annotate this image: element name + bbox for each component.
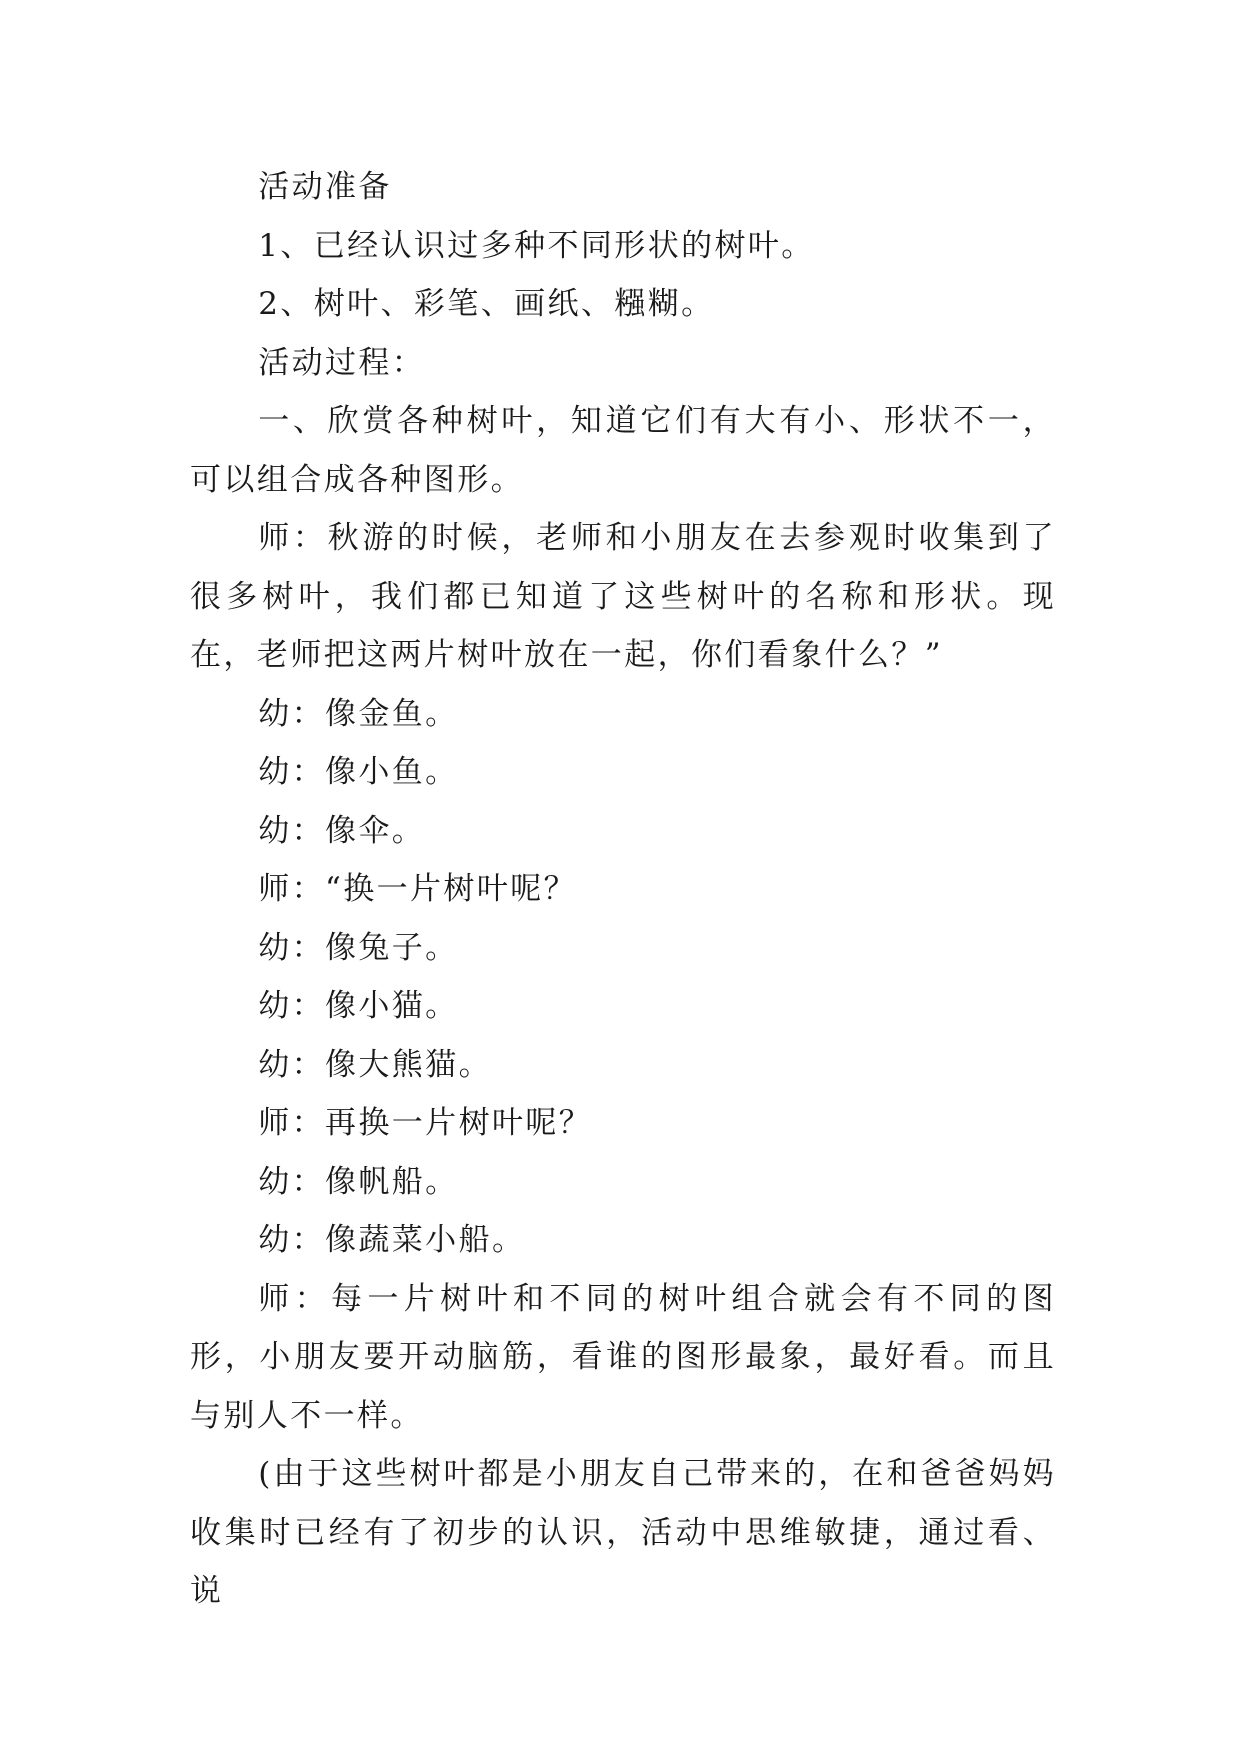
body-paragraph: (由于这些树叶都是小朋友自己带来的，在和爸爸妈妈收集时已经有了初步的认识，活动中思维敏捷，通过看、说: [190, 1456, 1056, 1609]
section-heading-process: 活动过程：: [258, 344, 426, 381]
dialogue-line: 幼：像帆船。: [258, 1163, 459, 1200]
dialogue-line: 幼：像伞。: [258, 812, 426, 849]
document-body: [190, 158, 1056, 1621]
dialogue-line: 幼：像兔子。: [258, 929, 459, 966]
list-item: 1、已经认识过多种不同形状的树叶。: [258, 227, 815, 264]
dialogue-line: 幼：像金鱼。: [258, 695, 459, 732]
section-heading-preparation: 活动准备: [258, 169, 392, 205]
dialogue-line: 幼：像小鱼。: [258, 754, 459, 790]
dialogue-line: 师：秋游的时候，老师和小朋友在去参观时收集到了很多树叶，我们都已知道了这些树叶的名称和形状。现在，老师把这两片树叶放在一起，你们看象什么？”: [190, 520, 1056, 673]
dialogue-line: 幼：像大熊猫。: [258, 1046, 492, 1083]
dialogue-line: 幼：像小猫。: [258, 988, 459, 1024]
dialogue-line: 师：再换一片树叶呢？: [258, 1105, 593, 1141]
dialogue-line: 师：每一片树叶和不同的树叶组合就会有不同的图形，小朋友要开动脑筋，看谁的图形最象，最好看。而且与别人不一样。: [190, 1280, 1056, 1434]
dialogue-line: 幼：像蔬菜小船。: [258, 1222, 526, 1258]
list-item: 2、树叶、彩笔、画纸、糨糊。: [258, 286, 715, 322]
body-paragraph: 一、欣赏各种树叶，知道它们有大有小、形状不一，可以组合成各种图形。: [190, 403, 1056, 498]
dialogue-line: 师：“换一片树叶呢？: [258, 871, 578, 907]
